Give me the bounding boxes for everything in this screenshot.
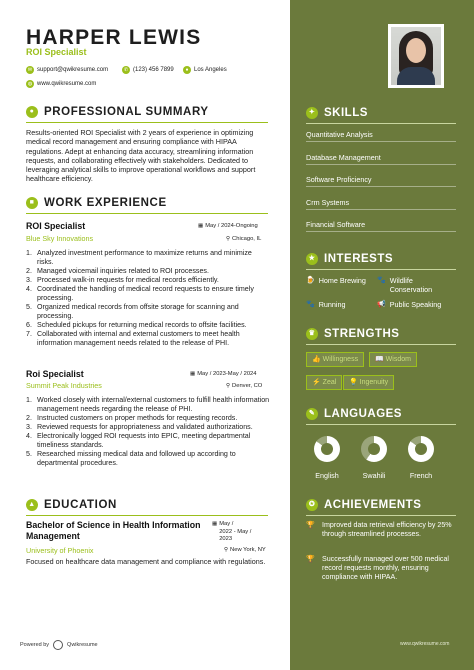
education-location: ⚲ New York, NY	[224, 547, 266, 553]
school-name: University of Phoenix	[26, 546, 94, 555]
candidate-role: ROI Specialist	[26, 47, 87, 57]
globe-icon: ◍	[27, 81, 33, 87]
summary-text: Results-oriented ROI Specialist with 2 years of experience in optimizing medical record management and ensuring compliance with HIPAA regulations. Adept at enhancing data accuracy, streamlining information requests, and collaborating effectively with stakeholders. Dedicated to leveraging analytical skills to improve operational workflows and support healthcare efficiency.	[26, 128, 256, 184]
email-contact[interactable]	[26, 66, 108, 74]
skill-underline	[306, 231, 456, 232]
company-name: Summit Peak Industries	[26, 381, 102, 390]
location-pin-icon: ●	[183, 66, 191, 74]
divider	[306, 344, 456, 345]
job-bullet: 7. Collaborated with internal and external customers to meet health information management needs related to the release of PHI.	[26, 330, 240, 347]
skill-item: Crm Systems	[306, 197, 350, 207]
location-pin-icon: ⚲	[226, 383, 231, 389]
calendar-icon: ▦	[190, 371, 196, 377]
website-contact[interactable]	[26, 80, 96, 88]
job-bullet: 4. Coordinated the handling of medical record requests to ensure timely processing.	[26, 285, 254, 302]
job-bullet: 1. Analyzed investment performance to maximize returns and minimize risks.	[26, 249, 252, 266]
location-pin-icon: ⚲	[226, 236, 231, 242]
interest-item: 🐾 Wildlife Conservation	[377, 276, 433, 294]
person-icon: ●	[26, 106, 38, 118]
website-text: www.qwikresume.com	[37, 81, 97, 87]
achievements-heading: ✪ ACHIEVEMENTS	[306, 499, 421, 511]
education-dates: ▦ May / 2022 - May / 2023	[212, 521, 252, 542]
calendar-icon: ▦	[212, 521, 218, 527]
divider	[306, 269, 456, 270]
location-text: Los Angeles	[194, 67, 227, 73]
achievement-item: 🏆 Improved data retrieval efficiency by 25% through streamlined processes.	[306, 521, 452, 538]
trophy-icon: ♛	[306, 328, 318, 340]
job-bullet: 5. Researched missing medical data and followed up according to departmental procedures.	[26, 450, 236, 467]
paw-icon: 🐾	[306, 301, 315, 308]
medal-icon: ✪	[306, 499, 318, 511]
divider	[26, 213, 268, 214]
skills-heading: ✦ SKILLS	[306, 107, 368, 119]
megaphone-icon: 📢	[377, 301, 386, 308]
languages-heading: ✎ LANGUAGES	[306, 408, 402, 420]
qwikresume-logo-icon	[53, 640, 63, 650]
skill-item: Quantitative Analysis	[306, 130, 373, 139]
job-bullet: 1. Worked closely with internal/external customers to fulfill health information management needs regarding the release of PHI.	[26, 396, 270, 413]
skill-item: Financial Software	[306, 220, 366, 229]
trophy-icon: 🏆	[306, 556, 315, 563]
language-icon: ✎	[306, 408, 318, 420]
job-dates: ▦ May / 2023-May / 2024	[190, 371, 257, 377]
phone-text: (123) 456 7899	[133, 67, 174, 73]
footer-branding[interactable]: Powered by Qwikresume	[20, 642, 98, 648]
job-bullet: 3. Reviewed requests for appropriateness and validated authorizations.	[26, 423, 253, 431]
achievement-item: 🏆 Successfully managed over 500 medical record requests monthly, ensuring compliance with HIPAA.	[306, 555, 449, 581]
experience-heading: ■ WORK EXPERIENCE	[26, 197, 167, 209]
calendar-icon: ▦	[198, 223, 204, 229]
beer-icon: 🍺	[306, 277, 315, 284]
skill-underline	[306, 186, 456, 187]
job-bullet: 2. Managed voicemail inquiries related to ROI processes.	[26, 267, 209, 275]
degree-title: Bachelor of Science in Health Information Management	[26, 520, 201, 541]
education-description: Focused on healthcare data management and compliance with regulations.	[26, 557, 266, 566]
skill-item: Software Proficiency	[306, 175, 372, 184]
language-level-ring	[361, 436, 387, 462]
phone-contact	[122, 66, 174, 74]
job-title: Roi Specialist	[26, 369, 84, 379]
education-heading: ▲ EDUCATION	[26, 499, 117, 511]
language-level-ring	[314, 436, 340, 462]
summary-heading: ● PROFESSIONAL SUMMARY	[26, 106, 209, 118]
language-label: English	[315, 471, 339, 480]
divider	[306, 424, 456, 425]
job-title: ROI Specialist	[26, 221, 86, 231]
profile-photo	[388, 24, 444, 88]
location-contact	[183, 66, 227, 74]
graduation-cap-icon: ▲	[26, 499, 38, 511]
paw-icon: 🐾	[377, 277, 386, 284]
interest-item: 📢 Public Speaking	[377, 300, 442, 309]
job-bullet: 5. Organized medical records from offsite storage for scanning and processing.	[26, 303, 239, 320]
interest-item: 🐾 Running	[306, 300, 346, 309]
strengths-heading: ♛ STRENGTHS	[306, 328, 399, 340]
star-icon: ★	[306, 253, 318, 265]
language-label: Swahili	[362, 471, 386, 480]
interest-item: 🍺 Home Brewing	[306, 276, 366, 285]
job-bullet: 2. Instructed customers on proper methods for requesting records.	[26, 414, 238, 422]
strength-tag: 👍 Willingness	[306, 352, 364, 367]
job-bullets	[26, 396, 270, 468]
language-label: French	[409, 471, 433, 480]
strength-tag: ⚡ Zeal	[306, 375, 342, 390]
skill-item: Database Management	[306, 152, 381, 162]
strength-tag: 💡 Ingenuity	[343, 375, 394, 390]
job-location: ⚲ Chicago, IL	[226, 236, 262, 242]
strength-tag: 📖 Wisdom	[369, 352, 417, 367]
skill-underline	[306, 164, 456, 165]
trophy-icon: 🏆	[306, 522, 315, 529]
job-bullet: 6. Scheduled pickups for returning medical records to offsite facilities.	[26, 321, 247, 329]
skill-underline	[306, 209, 456, 210]
interests-heading: ★ INTERESTS	[306, 253, 393, 265]
briefcase-icon: ■	[26, 197, 38, 209]
divider	[306, 515, 456, 516]
email-icon: ✉	[27, 67, 33, 73]
divider	[306, 123, 456, 124]
language-level-ring	[408, 436, 434, 462]
job-bullet: 3. Processed walk-in requests for medical records efficiently.	[26, 276, 219, 284]
divider	[26, 515, 268, 516]
candidate-name: HARPER LEWIS	[26, 26, 202, 49]
phone-icon: ✆	[123, 67, 129, 73]
job-bullets	[26, 249, 270, 348]
job-bullet: 4. Electronically logged ROI requests into EPIC, meeting departmental timeliness standards.	[26, 432, 251, 449]
company-name: Blue Sky Innovations	[26, 234, 94, 243]
email-text: support@qwikresume.com	[37, 67, 109, 73]
skill-underline	[306, 141, 456, 142]
divider	[26, 122, 268, 123]
job-location: ⚲ Denver, CO	[226, 383, 263, 389]
footer-site-link[interactable]: www.qwikresume.com	[400, 641, 450, 647]
location-pin-icon: ⚲	[224, 547, 229, 553]
job-dates: ▦ May / 2024-Ongoing	[198, 223, 258, 229]
lightbulb-icon: ✦	[306, 107, 318, 119]
